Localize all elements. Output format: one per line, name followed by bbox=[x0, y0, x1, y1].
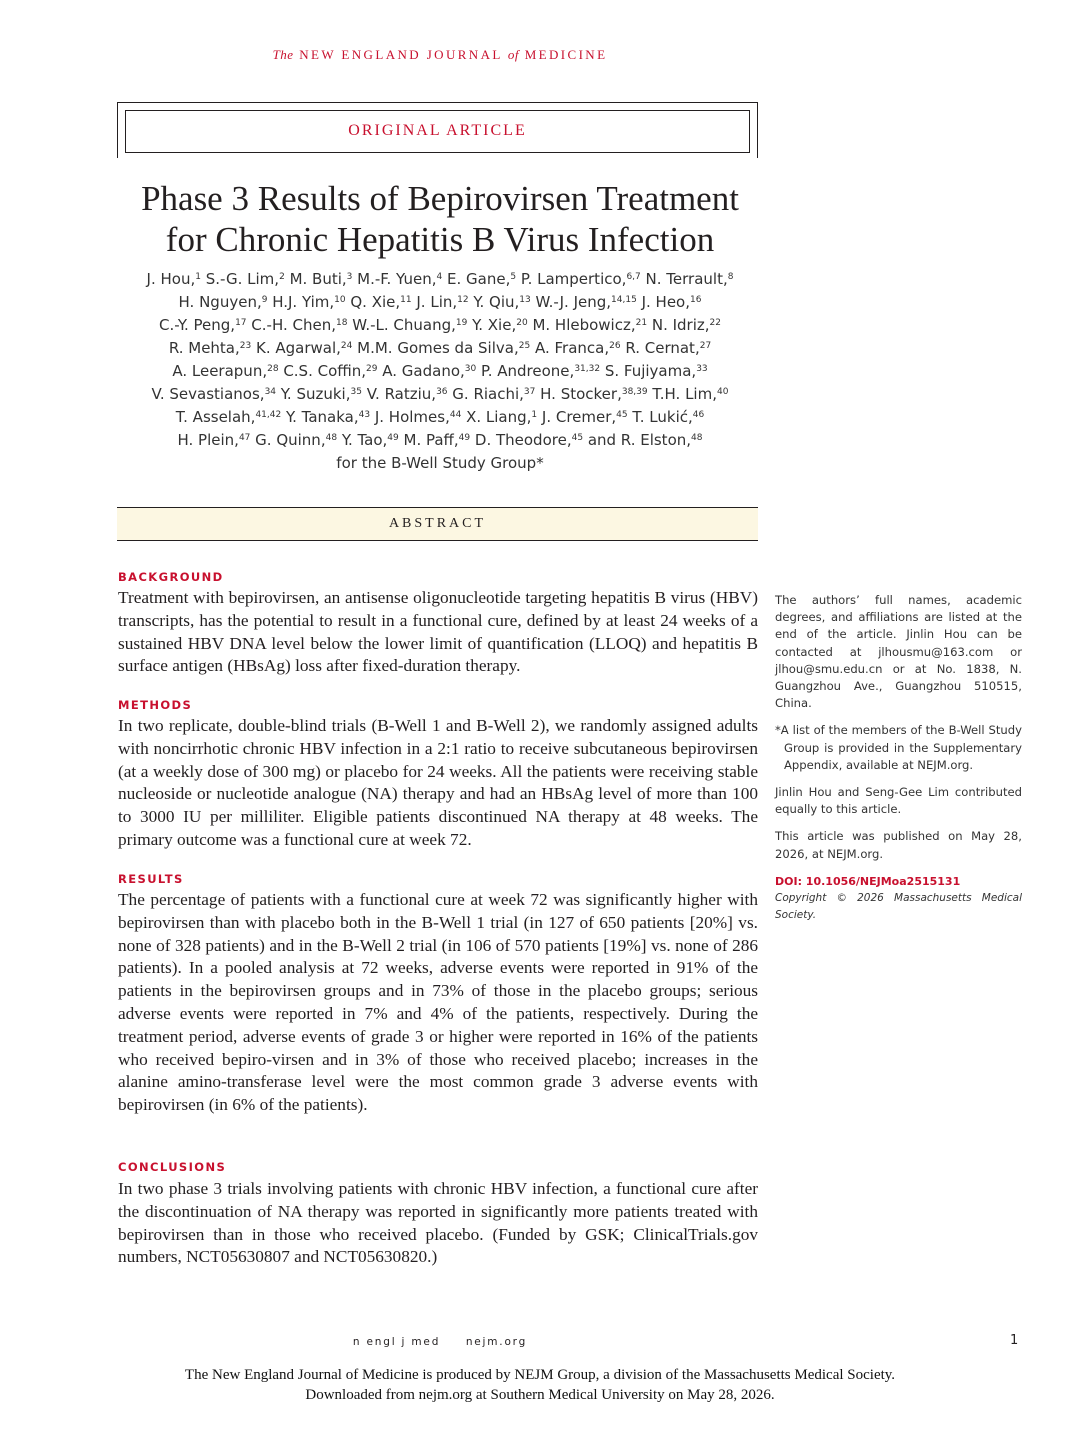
author-affiliation: 31,32 bbox=[574, 364, 601, 374]
page-number: 1 bbox=[1010, 1333, 1019, 1348]
author-line bbox=[105, 383, 775, 406]
author-name: P. Andreone, bbox=[476, 362, 575, 380]
author-name: G. Riachi, bbox=[447, 385, 524, 403]
author-affiliation: 17 bbox=[235, 318, 247, 328]
author-name: T. Lukić, bbox=[627, 408, 693, 426]
author-name: A. Leerapun, bbox=[172, 362, 268, 380]
author-name: A. Gadano, bbox=[377, 362, 465, 380]
article-type-label: ORIGINAL ARTICLE bbox=[125, 110, 750, 153]
author-affiliation: 9 bbox=[261, 295, 268, 305]
conclusions-text: In two phase 3 trials involving patients with chronic HBV infection, a functional cure after the discontinuation of NA therapy was reported in significantly more patients treated with bepirovirsen than in those who received placebo. (Funded by GSK; ClinicalTrials.gov numbers, NCT05630807 and NCT05630820.) bbox=[118, 1179, 758, 1267]
author-affiliation: 38,39 bbox=[621, 387, 648, 397]
author-name: Y. Tanaka, bbox=[281, 408, 359, 426]
author-affiliation: 48 bbox=[691, 433, 703, 443]
author-list bbox=[105, 268, 775, 475]
author-affiliation: 22 bbox=[709, 318, 721, 328]
author-affiliation: 40 bbox=[716, 387, 729, 397]
journal-header-part1: NEW ENGLAND JOURNAL bbox=[299, 47, 503, 62]
author-name: E. Gane, bbox=[442, 270, 511, 288]
author-affiliation: 49 bbox=[458, 433, 471, 443]
download-note-line1: The New England Journal of Medicine is produced by NEJM Group, a division of the Massachusetts Medical Society. bbox=[184, 1367, 896, 1383]
results-heading: RESULTS bbox=[118, 872, 184, 886]
author-affiliation: 16 bbox=[690, 295, 702, 305]
author-name: A. Franca, bbox=[530, 339, 610, 357]
results-text: The percentage of patients with a functional cure at week 72 was significantly higher with bepirovirsen than with placebo both in the B-Well 1 trial (in 127 of 650 patients [20%] vs. none of 328 patients) and in the B-Well 2 trial (in 106 of 570 patients [19%] vs. none of 286 patients). In a pooled analysis at 72 weeks, adverse events were reported in 91% of the patients in the bepirovirsen groups and in 73% of those in the placebo groups; serious adverse events were reported in 7% and 4% of the patients, respectively. During the treatment period, adverse events of grade 3 or higher were reported in 16% of the patients who received bepiro-virsen and in 3% of those who received placebo; increases in the alanine amino-transferase level were the most common grade 3 adverse events with bepirovirsen (in 6% of the patients). bbox=[118, 890, 758, 1115]
contribution-note: Jinlin Hou and Seng-Gee Lim contributed equally to this article. bbox=[775, 785, 1022, 817]
author-affiliation: 47 bbox=[238, 433, 251, 443]
author-affiliation: 37 bbox=[523, 387, 536, 397]
article-title-line1: Phase 3 Results of Bepirovirsen Treatment bbox=[141, 179, 739, 218]
author-line bbox=[105, 406, 775, 429]
author-affiliation: 8 bbox=[727, 272, 734, 282]
author-name: Y. Xie, bbox=[467, 316, 517, 334]
author-affiliation: 43 bbox=[358, 410, 371, 420]
author-affiliation: 23 bbox=[239, 341, 252, 351]
author-name: W.-J. Jeng, bbox=[530, 293, 612, 311]
conclusions-heading: CONCLUSIONS bbox=[118, 1160, 227, 1174]
author-name: D. Theodore, bbox=[470, 431, 572, 449]
author-name: Q. Xie, bbox=[345, 293, 401, 311]
author-affiliation: 19 bbox=[455, 318, 468, 328]
doi-link[interactable]: DOI: 10.1056/NEJMoa2515131 bbox=[775, 874, 961, 888]
author-affiliation: 1 bbox=[195, 272, 201, 282]
download-note-line2: Downloaded from nejm.org at Southern Medical University on May 28, 2026. bbox=[305, 1387, 775, 1403]
author-affiliation: 5 bbox=[510, 272, 517, 282]
author-name: M. Paff, bbox=[398, 431, 459, 449]
author-name: C.-H. Chen, bbox=[246, 316, 336, 334]
author-name: C.S. Coffin, bbox=[278, 362, 367, 380]
methods-text: In two replicate, double-blind trials (B-Well 1 and B-Well 2), we randomly assigned adults with noncirrhotic chronic HBV infection in a 2:1 ratio to receive subcutaneous bepirovirsen (at a weekly dose of 300 mg) or placebo for 24 weeks. All the patients were receiving stable nucleoside or nucleotide analogue (NA) therapy and had an HBsAg level of more than 100 to 3000 IU per milliliter. Eligible patients discontinued NA therapy at 48 weeks. The primary outcome was a functional cure at week 72. bbox=[118, 716, 758, 849]
sidebar-notes bbox=[775, 592, 1022, 924]
author-affiliation: 18 bbox=[336, 318, 348, 328]
background-heading: BACKGROUND bbox=[118, 570, 224, 584]
author-name: J. Hou, bbox=[146, 270, 196, 288]
author-affiliation: 49 bbox=[387, 433, 399, 443]
author-affiliation: 14,15 bbox=[611, 295, 637, 305]
author-affiliation: 30 bbox=[464, 364, 477, 374]
author-name: and R. Elston, bbox=[583, 431, 692, 449]
author-affiliation: 4 bbox=[436, 272, 443, 282]
author-name: T.H. Lim, bbox=[647, 385, 717, 403]
footer-journal: n engl j med nejm.org bbox=[352, 1336, 528, 1348]
author-name: M. Hlebowicz, bbox=[527, 316, 636, 334]
author-name: V. Ratziu, bbox=[361, 385, 437, 403]
author-name: J. Holmes, bbox=[370, 408, 450, 426]
author-name: J. Lin, bbox=[411, 293, 458, 311]
author-affiliation: 25 bbox=[518, 341, 531, 351]
author-affiliation: 12 bbox=[457, 295, 469, 305]
author-name: P. Lampertico, bbox=[516, 270, 627, 288]
author-name: R. Cernat, bbox=[620, 339, 700, 357]
author-line bbox=[105, 360, 775, 383]
background-text: Treatment with bepirovirsen, an antisense oligonucleotide targeting hepatitis B virus (HBV) transcripts, has the potential to result in a functional cure, defined by at least 24 weeks of a sustained HBV DNA level below the lower limit of quantification (LLOQ) and hepatitis B surface antigen (HBsAg) loss after fixed-duration therapy. bbox=[118, 588, 758, 676]
author-affiliation: 48 bbox=[325, 433, 338, 443]
methods-heading: METHODS bbox=[118, 698, 193, 712]
abstract-label: ABSTRACT bbox=[117, 507, 758, 541]
author-affiliation: 10 bbox=[334, 295, 346, 305]
author-affiliation: 2 bbox=[279, 272, 285, 282]
author-name: T. Asselah, bbox=[175, 408, 256, 426]
author-name: V. Sevastianos, bbox=[151, 385, 265, 403]
study-group-note: *A list of the members of the B-Well Study Group is provided in the Supplementary Appendix, available at NEJM.org. bbox=[775, 723, 1022, 772]
author-name: H. Stocker, bbox=[535, 385, 622, 403]
author-name: Y. Qiu, bbox=[468, 293, 520, 311]
author-name: S.-G. Lim, bbox=[200, 270, 280, 288]
publication-note: This article was published on May 28, 2026, at NEJM.org. bbox=[775, 829, 1022, 861]
author-affiliation: 29 bbox=[366, 364, 378, 374]
author-affiliation: 28 bbox=[267, 364, 279, 374]
author-name: Y. Suzuki, bbox=[276, 385, 351, 403]
author-name: M. Buti, bbox=[284, 270, 347, 288]
author-name: R. Mehta, bbox=[168, 339, 240, 357]
author-name: J. Heo, bbox=[636, 293, 690, 311]
author-name: K. Agarwal, bbox=[251, 339, 341, 357]
author-name: N. Idriz, bbox=[647, 316, 710, 334]
author-name: N. Terrault, bbox=[640, 270, 728, 288]
author-affiliation: 33 bbox=[696, 364, 708, 374]
author-name: X. Liang, bbox=[461, 408, 532, 426]
copyright-note: Copyright © 2026 Massachusetts Medical Society. bbox=[775, 892, 1022, 922]
study-group: for the B-Well Study Group* bbox=[336, 454, 544, 472]
author-name: W.-L. Chuang, bbox=[347, 316, 456, 334]
author-name: M.M. Gomes da Silva, bbox=[352, 339, 519, 357]
author-name: G. Quinn, bbox=[250, 431, 326, 449]
author-affiliation: 45 bbox=[616, 410, 628, 420]
journal-header bbox=[0, 47, 880, 63]
author-affiliation: 24 bbox=[340, 341, 353, 351]
author-name: H. Nguyen, bbox=[178, 293, 262, 311]
author-name: C.-Y. Peng, bbox=[159, 316, 236, 334]
author-affiliation: 36 bbox=[436, 387, 448, 397]
author-name: H. Plein, bbox=[177, 431, 239, 449]
journal-header-part2: MEDICINE bbox=[524, 47, 608, 62]
author-affiliation: 27 bbox=[699, 341, 712, 351]
download-note bbox=[0, 1365, 1080, 1405]
author-name: Y. Tao, bbox=[337, 431, 388, 449]
author-line bbox=[105, 314, 775, 337]
author-affiliation: 20 bbox=[516, 318, 528, 328]
author-affiliation: 46 bbox=[692, 410, 705, 420]
author-affiliation: 44 bbox=[449, 410, 462, 420]
author-affiliation: 26 bbox=[609, 341, 621, 351]
affiliations-note: The authors’ full names, academic degrees, and affiliations are listed at the end of the article. Jinlin Hou can be contacted at jlhousmu@163.com or jlhou@smu.edu.cn or at No. 1838, N. Guangzhou Ave., Guangzhou 510515, China. bbox=[775, 593, 1022, 711]
author-affiliation: 1 bbox=[531, 410, 538, 420]
journal-header-of: of bbox=[507, 47, 520, 62]
author-name: H.J. Yim, bbox=[267, 293, 335, 311]
article-title bbox=[110, 178, 770, 260]
author-affiliation: 13 bbox=[519, 295, 531, 305]
author-line bbox=[105, 337, 775, 360]
author-affiliation: 11 bbox=[400, 295, 412, 305]
article-title-line2: for Chronic Hepatitis B Virus Infection bbox=[165, 220, 715, 259]
author-affiliation: 45 bbox=[571, 433, 584, 443]
author-name: S. Fujiyama, bbox=[600, 362, 697, 380]
journal-header-the: The bbox=[272, 47, 294, 62]
author-line bbox=[105, 291, 775, 314]
author-line bbox=[105, 429, 775, 452]
author-affiliation: 41,42 bbox=[255, 410, 282, 420]
author-affiliation: 3 bbox=[346, 272, 353, 282]
author-affiliation: 35 bbox=[350, 387, 362, 397]
author-affiliation: 34 bbox=[264, 387, 277, 397]
author-name: M.-F. Yuen, bbox=[352, 270, 437, 288]
author-affiliation: 21 bbox=[635, 318, 648, 328]
author-name: J. Cremer, bbox=[537, 408, 617, 426]
author-line bbox=[105, 268, 775, 291]
author-affiliation: 6,7 bbox=[626, 272, 641, 282]
